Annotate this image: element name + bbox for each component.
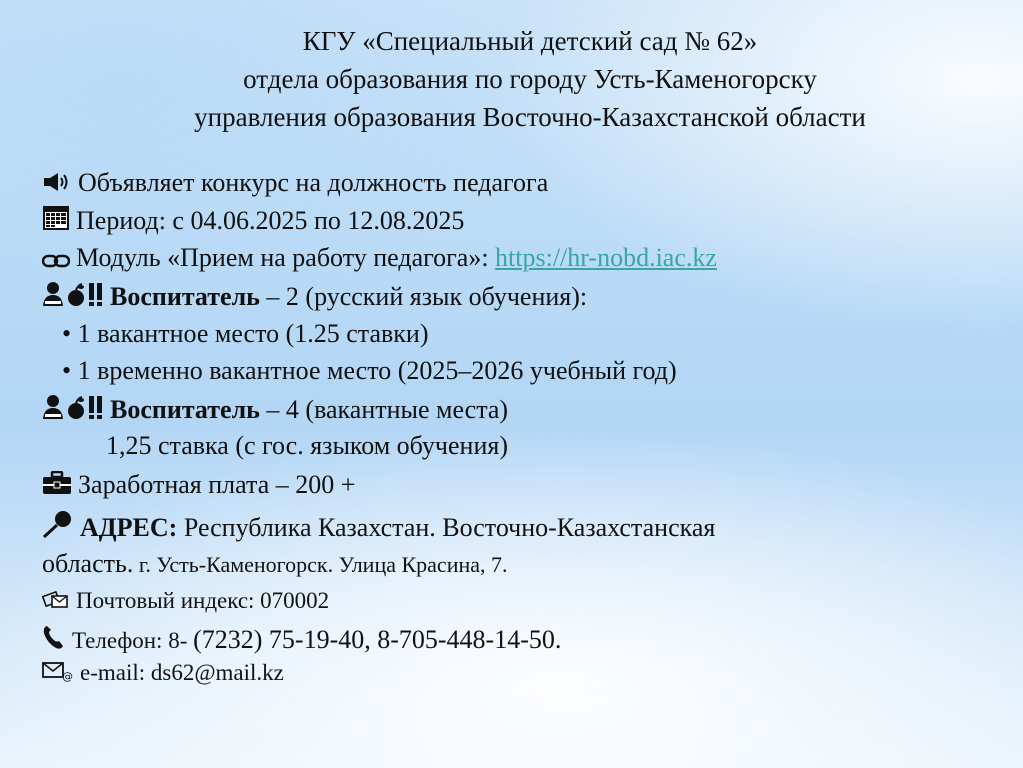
period-line	[42, 205, 464, 236]
header-line-3: управления образования Восточно-Казахстанской области	[194, 102, 866, 132]
announce-line	[42, 168, 548, 198]
position-1-bullet-1: • 1 вакантное место (1.25 ставки)	[62, 319, 429, 348]
calendar-icon	[42, 205, 70, 231]
address-city: г. Усть-Каменогорск. Улица Красина, 7.	[133, 552, 508, 577]
salary-text: Заработная плата – 200 +	[78, 470, 356, 499]
position-2-line	[42, 394, 508, 425]
email-line	[42, 660, 284, 686]
address-line-2	[42, 549, 508, 579]
address-text: Республика Казахстан. Восточно-Казахстанская	[177, 513, 716, 542]
position-1-line	[42, 281, 587, 312]
address-label: АДРЕС:	[80, 513, 178, 542]
pin-icon	[42, 510, 74, 538]
phone-numbers: (7232) 75-19-40, 8-705-448-14-50.	[193, 625, 562, 654]
position-2-title: Воспитатель	[110, 395, 260, 424]
briefcase-icon	[42, 471, 72, 495]
address-line	[42, 510, 715, 543]
position-1-bullet-2: • 1 временно вакантное место (2025–2026 учебный год)	[62, 356, 677, 385]
header-line-1: КГУ «Специальный детский сад № 62»	[302, 26, 758, 56]
phone-label: Телефон: 8-	[72, 628, 194, 653]
position-2-detail: 1,25 ставка (с гос. языком обучения)	[106, 431, 508, 460]
megaphone-icon	[42, 171, 72, 193]
header	[0, 22, 1023, 136]
teacher-icon	[42, 394, 104, 420]
postal-text: Почтовый индекс: 070002	[76, 588, 330, 613]
email-text: e-mail: ds62@mail.kz	[80, 660, 284, 685]
teacher-icon	[42, 281, 104, 307]
position-1-title: Воспитатель	[110, 282, 260, 311]
svg-text:@: @	[62, 670, 73, 682]
module-line	[42, 243, 717, 273]
postal-icon	[42, 590, 70, 610]
hr-nobd-link[interactable]: https://hr-nobd.iac.kz	[495, 243, 717, 272]
phone-line	[42, 624, 561, 655]
postal-line	[42, 588, 329, 614]
period-text: Период: с 04.06.2025 по 12.08.2025	[76, 206, 465, 235]
position-2-rest: – 4 (вакантные места)	[259, 395, 509, 424]
header-line-2: отдела образования по городу Усть-Каменогорску	[243, 64, 817, 94]
salary-line	[42, 470, 355, 500]
phone-icon	[42, 624, 66, 650]
address-region: область.	[42, 549, 134, 578]
link-icon	[42, 254, 70, 268]
email-icon	[42, 660, 74, 682]
announce-text: Объявляет конкурс на должность педагога	[78, 168, 549, 197]
position-1-rest: – 2 (русский язык обучения):	[259, 282, 588, 311]
module-text: Модуль «Прием на работу педагога»:	[76, 243, 496, 272]
